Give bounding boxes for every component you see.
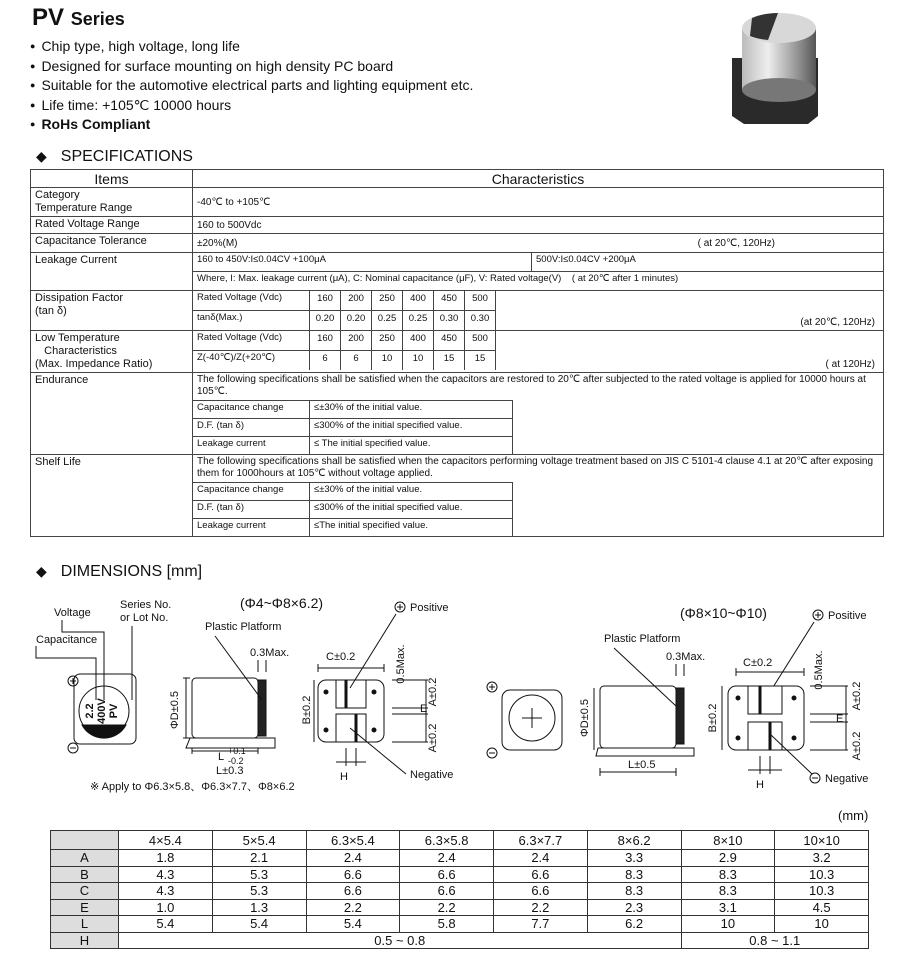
table-cell: 8.3 bbox=[587, 866, 681, 883]
size-header: 4×5.4 bbox=[119, 831, 213, 850]
table-cell: 8.3 bbox=[681, 866, 775, 883]
page-title: PV Series bbox=[32, 4, 125, 31]
plus-icon bbox=[68, 676, 78, 686]
label-l-03: L±0.3 bbox=[216, 765, 244, 777]
corner-cell bbox=[51, 831, 119, 850]
voltage-cell: 160 bbox=[310, 331, 341, 351]
specifications-heading: ◆ SPECIFICATIONS bbox=[36, 148, 193, 165]
cap-marking-series: PV bbox=[108, 703, 120, 719]
label-max-03: 0.3Max. bbox=[666, 651, 706, 663]
value-cell: 0.25 bbox=[372, 311, 403, 331]
plus-icon bbox=[395, 602, 405, 612]
table-cell: 10.3 bbox=[775, 866, 869, 883]
label-plastic-platform: Plastic Platform bbox=[604, 633, 681, 645]
row-condition: ( at 20℃, 120Hz) bbox=[697, 238, 775, 249]
table-cell: 6.6 bbox=[494, 883, 588, 900]
label-phi-d: ΦD±0.5 bbox=[169, 690, 181, 730]
table-cell: 0.8 ~ 1.1 bbox=[681, 932, 869, 949]
value-cell: 15 bbox=[465, 351, 496, 371]
label-l-05: L±0.5 bbox=[628, 759, 656, 771]
table-cell: 3.1 bbox=[681, 899, 775, 916]
table-cell: 10 bbox=[681, 916, 775, 933]
voltage-cell: 450 bbox=[434, 331, 465, 351]
value-cell: 0.25 bbox=[403, 311, 434, 331]
label-phi-d: ΦD±0.5 bbox=[579, 698, 591, 738]
cond-label: Leakage current bbox=[193, 437, 310, 455]
table-cell: 1.0 bbox=[119, 899, 213, 916]
table-cell: 6.6 bbox=[306, 883, 400, 900]
cond-label: D.F. (tan δ) bbox=[193, 501, 310, 519]
cond-value: ≤The initial specified value. bbox=[310, 519, 513, 537]
size-header: 8×6.2 bbox=[587, 831, 681, 850]
feature-item: ● RoHs Compliant bbox=[30, 116, 473, 136]
row-value: Rated Voltage (Vdc) bbox=[193, 331, 310, 351]
label-e: E bbox=[420, 703, 428, 715]
value-cell: 0.30 bbox=[465, 311, 496, 331]
table-cell: 2.2 bbox=[306, 899, 400, 916]
value-cell: 10 bbox=[403, 351, 434, 371]
drawing-title-large: (Φ8×10~Φ10) bbox=[680, 605, 767, 621]
table-cell: 4.3 bbox=[119, 866, 213, 883]
row-value: 160 to 500Vdc bbox=[193, 217, 884, 234]
table-cell: 5.3 bbox=[212, 883, 306, 900]
value-cell: 0.20 bbox=[341, 311, 372, 331]
row-label: B bbox=[51, 866, 119, 883]
value-cell: 0.20 bbox=[310, 311, 341, 331]
label-a: A±0.2 bbox=[427, 677, 439, 707]
voltage-cell: 200 bbox=[341, 291, 372, 311]
table-cell: 2.4 bbox=[306, 850, 400, 867]
feature-item: ● Life time: +105℃ 10000 hours bbox=[30, 97, 473, 117]
size-header: 5×5.4 bbox=[212, 831, 306, 850]
row-label: A bbox=[51, 850, 119, 867]
label-c: C±0.2 bbox=[743, 657, 773, 669]
cond-value: ≤300% of the initial specified value. bbox=[310, 501, 513, 519]
row-condition: ( at 20℃ after 1 minutes) bbox=[571, 273, 679, 284]
table-cell: 5.3 bbox=[212, 866, 306, 883]
row-label: Rated Voltage Range bbox=[31, 217, 193, 234]
voltage-cell: 200 bbox=[341, 331, 372, 351]
feature-item: ● Suitable for the automotive electrical parts and lighting equipment etc. bbox=[30, 77, 473, 97]
value-cell: 10 bbox=[372, 351, 403, 371]
table-cell: 4.5 bbox=[775, 899, 869, 916]
table-cell: 2.2 bbox=[494, 899, 588, 916]
table-cell: 2.2 bbox=[400, 899, 494, 916]
table-cell: 5.4 bbox=[306, 916, 400, 933]
value-cell: 15 bbox=[434, 351, 465, 371]
specifications-table bbox=[30, 169, 884, 537]
label-max-03: 0.3Max. bbox=[250, 647, 290, 659]
cond-value: ≤ The initial specified value. bbox=[310, 437, 513, 455]
row-label: Capacitance Tolerance bbox=[31, 234, 193, 253]
col-header: Characteristics bbox=[193, 170, 884, 188]
table-cell: 3.3 bbox=[587, 850, 681, 867]
label-b: B±0.2 bbox=[301, 695, 313, 725]
row-value: Z(-40℃)/Z(+20℃) bbox=[193, 351, 310, 371]
cap-marking-value: 2.2 bbox=[84, 703, 96, 719]
label-c: C±0.2 bbox=[326, 651, 356, 663]
row-label: H bbox=[51, 932, 119, 949]
row-value: The following specifications shall be satisfied when the capacitors are restored to 20℃ after subjected to the rated voltage is applied for 10000 hours at 105℃. bbox=[197, 374, 866, 397]
label-positive: Positive bbox=[410, 602, 449, 614]
table-cell: 6.6 bbox=[306, 866, 400, 883]
voltage-cell: 500 bbox=[465, 291, 496, 311]
row-condition: ( at 120Hz) bbox=[825, 359, 875, 370]
table-cell: 6.6 bbox=[494, 866, 588, 883]
cap-marking-voltage: 400V bbox=[96, 698, 108, 724]
row-label: Low Temperature Characteristics (Max. Impedance Ratio) bbox=[31, 331, 193, 373]
row-label: Dissipation Factor (tan δ) bbox=[31, 291, 193, 331]
label-positive: Positive bbox=[828, 610, 867, 622]
label-plastic-platform: Plastic Platform bbox=[205, 621, 282, 633]
row-value: tanδ(Max.) bbox=[193, 311, 310, 331]
row-label: Category Temperature Range bbox=[31, 188, 193, 217]
dimensions-table bbox=[50, 830, 869, 949]
table-cell: 1.3 bbox=[212, 899, 306, 916]
feature-list bbox=[30, 38, 473, 136]
cond-label: Leakage current bbox=[193, 519, 310, 537]
label-a: A±0.2 bbox=[427, 723, 439, 753]
feature-item: ● Chip type, high voltage, long life bbox=[30, 38, 473, 58]
label-a: A±0.2 bbox=[851, 681, 863, 711]
table-cell: 6.2 bbox=[587, 916, 681, 933]
label-negative: Negative bbox=[825, 773, 869, 785]
table-cell: 0.5 ~ 0.8 bbox=[119, 932, 682, 949]
value-cell: 0.30 bbox=[434, 311, 465, 331]
table-cell: 2.4 bbox=[400, 850, 494, 867]
label-l-tol-minus: -0.2 bbox=[228, 756, 244, 766]
label-capacitance: Capacitance bbox=[36, 634, 98, 646]
table-cell: 2.3 bbox=[587, 899, 681, 916]
row-value: ±20%(M) bbox=[197, 237, 238, 249]
table-cell: 5.8 bbox=[400, 916, 494, 933]
dimensions-heading: ◆ DIMENSIONS [mm] bbox=[36, 563, 203, 580]
voltage-cell: 500 bbox=[465, 331, 496, 351]
plus-icon bbox=[813, 610, 823, 620]
size-header: 8×10 bbox=[681, 831, 775, 850]
apply-note: ※ Apply to Φ6.3×5.8、Φ6.3×7.7、Φ8×6.2 bbox=[90, 781, 295, 793]
row-label: E bbox=[51, 899, 119, 916]
cond-value: ≤300% of the initial specified value. bbox=[310, 419, 513, 437]
label-negative: Negative bbox=[410, 769, 454, 781]
label-voltage: Voltage bbox=[54, 607, 91, 619]
table-cell: 6.6 bbox=[400, 866, 494, 883]
voltage-cell: 250 bbox=[372, 291, 403, 311]
size-header: 6.3×7.7 bbox=[494, 831, 588, 850]
minus-icon bbox=[810, 773, 820, 783]
row-value: 160 to 450V:I≤0.04CV +100μA bbox=[193, 253, 532, 272]
product-photo bbox=[718, 6, 828, 126]
diamond-icon: ◆ bbox=[36, 563, 47, 579]
label-l: L bbox=[218, 751, 225, 763]
table-cell: 8.3 bbox=[681, 883, 775, 900]
voltage-cell: 400 bbox=[403, 331, 434, 351]
label-b: B±0.2 bbox=[707, 703, 719, 733]
label-series: Series No. bbox=[120, 599, 172, 611]
diamond-icon: ◆ bbox=[36, 148, 47, 164]
row-condition: (at 20℃, 120Hz) bbox=[800, 317, 875, 328]
row-note: Where, I: Max. leakage current (μA), C: Nominal capacitance (μF), V: Rated voltage(V) bbox=[197, 273, 562, 284]
row-value: -40℃ to +105℃ bbox=[193, 188, 884, 217]
table-cell: 8.3 bbox=[587, 883, 681, 900]
cond-label: D.F. (tan δ) bbox=[193, 419, 310, 437]
table-cell: 6.6 bbox=[400, 883, 494, 900]
table-cell: 10 bbox=[775, 916, 869, 933]
row-value: The following specifications shall be satisfied when the capacitors performing voltage treatment based on JIS C 5101-4 clause 4.1 at 20℃ after exposing them for 1000hours at 105℃ without voltage applied. bbox=[197, 456, 874, 479]
voltage-cell: 160 bbox=[310, 291, 341, 311]
row-label: L bbox=[51, 916, 119, 933]
voltage-cell: 250 bbox=[372, 331, 403, 351]
table-cell: 4.3 bbox=[119, 883, 213, 900]
label-a: A±0.2 bbox=[851, 731, 863, 761]
table-cell: 2.1 bbox=[212, 850, 306, 867]
value-cell: 6 bbox=[310, 351, 341, 371]
col-header: Items bbox=[31, 170, 193, 188]
minus-icon bbox=[487, 748, 497, 758]
row-value: Rated Voltage (Vdc) bbox=[193, 291, 310, 311]
label-l-tol-plus: +0.1 bbox=[228, 746, 246, 756]
size-header: 10×10 bbox=[775, 831, 869, 850]
table-cell: 10.3 bbox=[775, 883, 869, 900]
table-cell: 5.4 bbox=[212, 916, 306, 933]
dimension-drawing bbox=[0, 588, 900, 828]
table-cell: 5.4 bbox=[119, 916, 213, 933]
label-max-05: 0.5Max. bbox=[395, 644, 407, 684]
cond-label: Capacitance change bbox=[193, 401, 310, 419]
label-lot: or Lot No. bbox=[120, 612, 169, 624]
label-e: E bbox=[836, 713, 844, 725]
cond-value: ≤±30% of the initial value. bbox=[310, 483, 513, 501]
table-cell: 7.7 bbox=[494, 916, 588, 933]
row-label: Shelf Life bbox=[31, 455, 193, 537]
unit-label: (mm) bbox=[838, 808, 869, 823]
label-h: H bbox=[756, 779, 764, 791]
minus-icon bbox=[68, 743, 78, 753]
row-label: Endurance bbox=[31, 373, 193, 455]
size-header: 6.3×5.8 bbox=[400, 831, 494, 850]
plus-icon bbox=[487, 682, 497, 692]
value-cell: 6 bbox=[341, 351, 372, 371]
row-label: C bbox=[51, 883, 119, 900]
table-cell: 2.9 bbox=[681, 850, 775, 867]
table-cell: 3.2 bbox=[775, 850, 869, 867]
label-max-05: 0.5Max. bbox=[813, 650, 825, 690]
cond-value: ≤±30% of the initial value. bbox=[310, 401, 513, 419]
cond-label: Capacitance change bbox=[193, 483, 310, 501]
voltage-cell: 400 bbox=[403, 291, 434, 311]
drawing-title-small: (Φ4~Φ8×6.2) bbox=[240, 595, 324, 611]
row-label: Leakage Current bbox=[31, 253, 193, 291]
label-h: H bbox=[340, 771, 348, 783]
voltage-cell: 450 bbox=[434, 291, 465, 311]
row-value: 500V:I≤0.04CV +200μA bbox=[532, 253, 884, 272]
size-header: 6.3×5.4 bbox=[306, 831, 400, 850]
table-cell: 1.8 bbox=[119, 850, 213, 867]
table-cell: 2.4 bbox=[494, 850, 588, 867]
feature-item: ● Designed for surface mounting on high density PC board bbox=[30, 58, 473, 78]
